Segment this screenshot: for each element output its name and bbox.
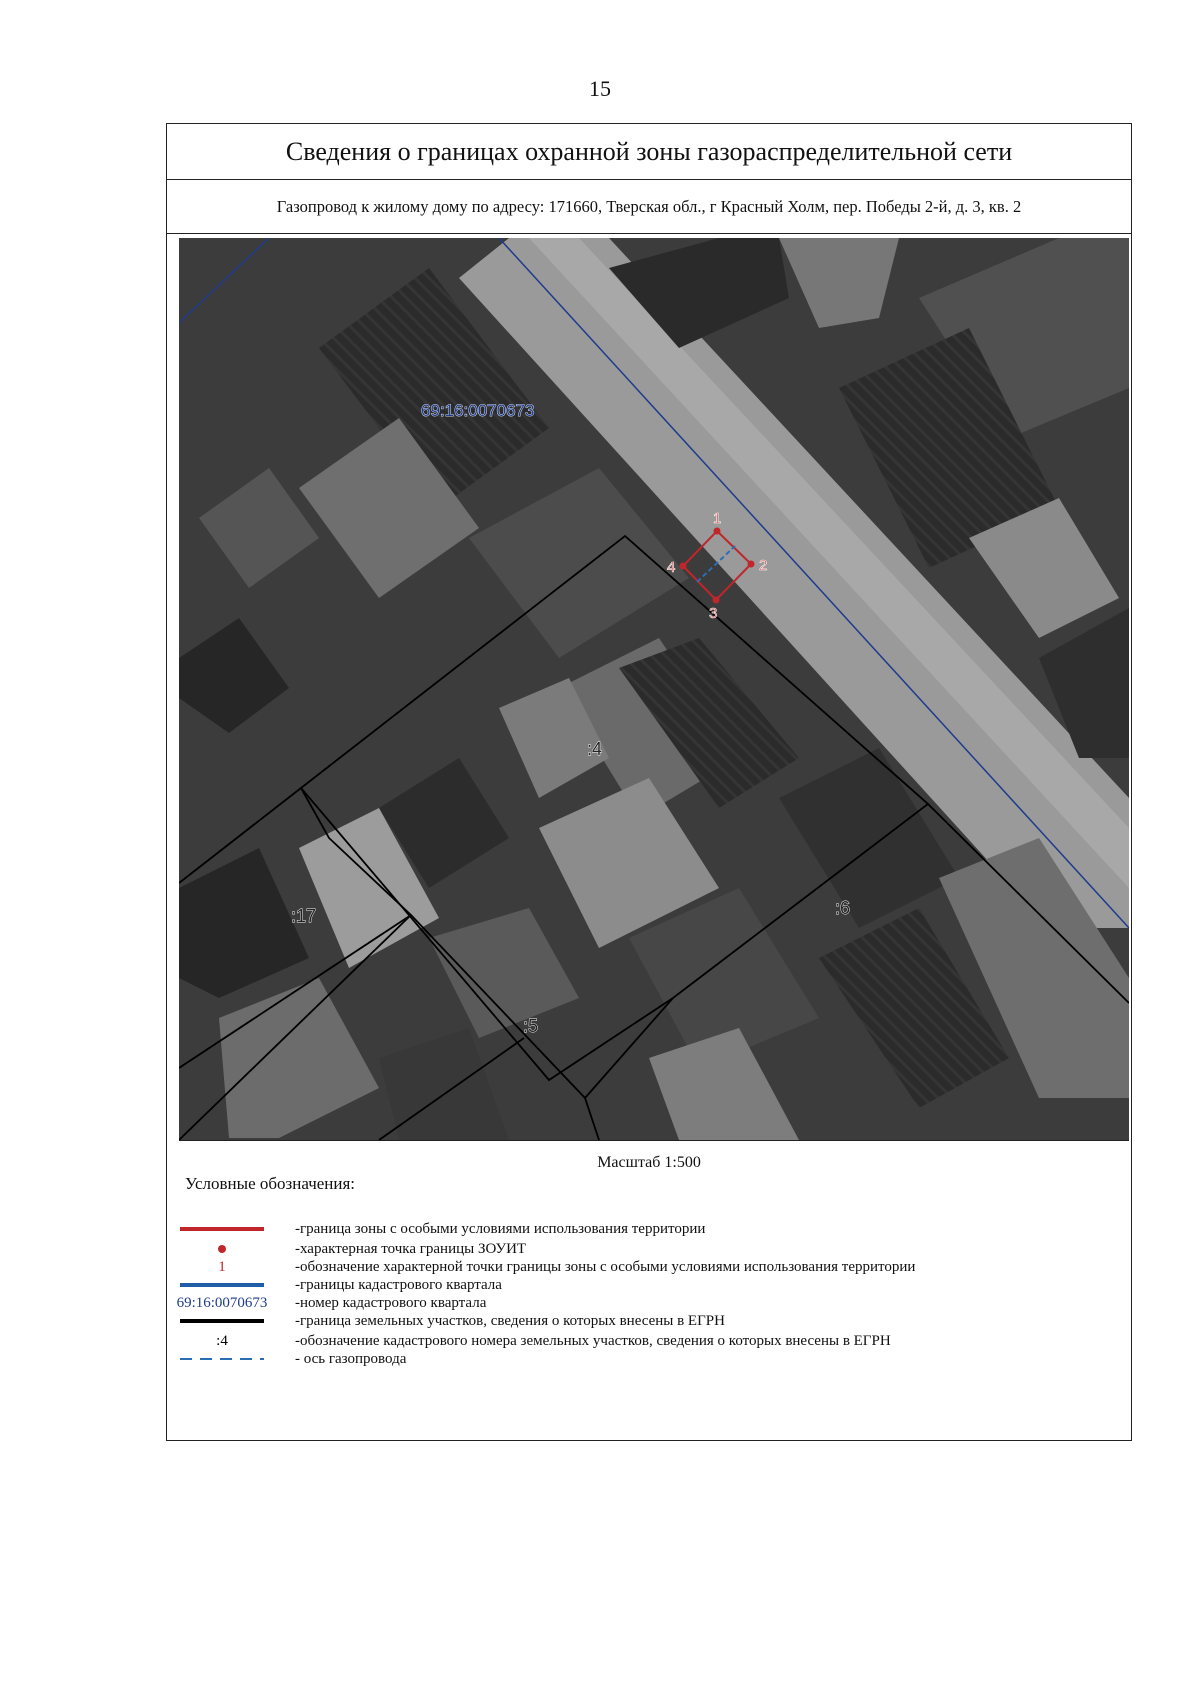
- point-label-2: 2: [759, 557, 768, 574]
- point-label-4: 4: [667, 559, 676, 576]
- parcel-label-5: :5: [523, 1016, 539, 1036]
- legend-text: - ось газопровода: [295, 1351, 407, 1367]
- zone-point-4: [680, 563, 687, 570]
- parcel-label-6: :6: [835, 898, 851, 918]
- legend-item: [167, 1240, 1131, 1258]
- legend-item: [167, 1350, 1131, 1368]
- legend-text: -номер кадастрового квартала: [295, 1295, 487, 1311]
- legend-item: [167, 1332, 1131, 1350]
- legend-symbol-blue-line: [167, 1276, 277, 1294]
- legend-item: [167, 1258, 1131, 1276]
- map-sheet-frame: [166, 123, 1132, 1441]
- legend-text: -границы кадастрового квартала: [295, 1277, 502, 1293]
- point-label-1: 1: [713, 510, 722, 527]
- sheet-subtitle: Газопровод к жилому дому по адресу: 171660, Тверская обл., г Красный Холм, пер. Победы 2-й, д. 3, кв. 2: [167, 180, 1131, 234]
- sheet-title: Сведения о границах охранной зоны газораспределительной сети: [167, 124, 1131, 180]
- dashed-line-icon: [180, 1356, 264, 1362]
- legend-item: [167, 1220, 1131, 1238]
- map-view[interactable]: [179, 238, 1129, 1141]
- zone-point-1: [714, 528, 721, 535]
- quarter-number-label: 69:16:0070673: [421, 401, 535, 420]
- zone-point-2: [748, 561, 755, 568]
- legend-title: Условные обозначения:: [185, 1174, 356, 1193]
- legend-symbol-dashed-line: [167, 1350, 277, 1368]
- legend-text: -обозначение кадастрового номера земельных участков, сведения о которых внесены в ЕГРН: [295, 1333, 891, 1349]
- legend-text: -обозначение характерной точки границы зоны с особыми условиями использования территории: [295, 1259, 916, 1275]
- legend-item: [167, 1276, 1131, 1294]
- aerial-map: [179, 238, 1129, 1140]
- legend-text: -характерная точка границы ЗОУИТ: [295, 1241, 527, 1257]
- point-label-3: 3: [709, 605, 718, 622]
- zone-point-3: [713, 597, 720, 604]
- legend-symbol-red-line: [167, 1220, 277, 1238]
- legend-text: -граница земельных участков, сведения о которых внесены в ЕГРН: [295, 1313, 725, 1329]
- parcel-label-4: :4: [587, 739, 603, 759]
- legend-symbol-black-text: :4: [216, 1332, 228, 1349]
- legend-symbol-red-dot: [167, 1240, 277, 1258]
- parcel-label-17: :17: [291, 906, 317, 926]
- legend-item: [167, 1312, 1131, 1330]
- map-scale: Масштаб 1:500: [597, 1154, 701, 1171]
- legend-symbol-red-text: 1: [218, 1258, 226, 1275]
- legend-symbol-black-line: [167, 1312, 277, 1330]
- legend-item: [167, 1294, 1131, 1312]
- legend-symbol-blue-text: 69:16:0070673: [176, 1294, 268, 1311]
- page-number: 15: [589, 76, 611, 101]
- legend-text: -граница зоны с особыми условиями использования территории: [295, 1221, 706, 1237]
